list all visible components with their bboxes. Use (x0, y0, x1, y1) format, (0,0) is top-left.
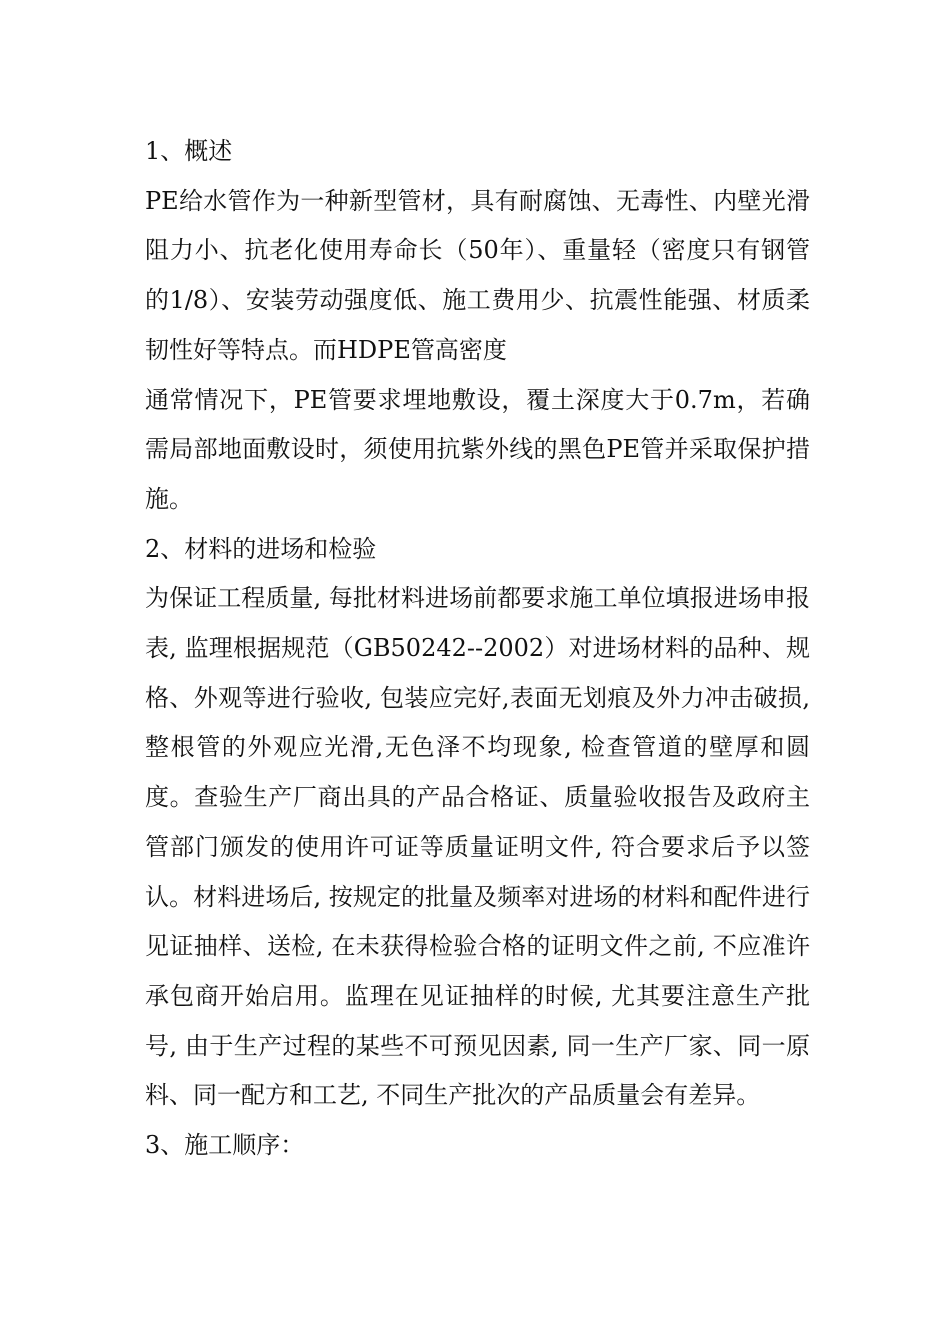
paragraph-pe-pipe-features: PE给水管作为一种新型管材，具有耐腐蚀、无毒性、内壁光滑阻力小、抗老化使用寿命长（50年）、重量轻（密度只有钢管的1/8）、安装劳动强度低、施工费用少、抗震性能强、材质柔韧性好等特点。而HDPE管高密度 (145, 186, 810, 364)
paragraph-material-inspection: 为保证工程质量, 每批材料进场前都要求施工单位填报进场申报表, 监理根据规范（GB50242--2002）对进场材料的品种、规格、外观等进行验收, 包装应完好,表面无划痕及外力冲击破损, 整根管的外观应光滑,无色泽不均现象, 检查管道的壁厚和圆度。查验生产厂商出具的产品合格证、质量验收报告及政府主管部门颁发的使用许可证等质量证明文件, 符合要求后予以签认。材料进场后, 按规定的批量及频率对进场的材料和配件进行见证抽样、送检, 在未获得检验合格的证明文件之前, 不应准许承包商开始启用。监理在见证抽样的时候, 尤其要注意生产批号, 由于生产过程的某些不可预见因素, 同一生产厂家、同一原料、同一配方和工艺, 不同生产批次的产品质量会有差异。 (145, 584, 810, 1110)
section-heading-construction-sequence: 3、施工顺序： (145, 1131, 305, 1160)
paragraph-installation-requirements: 通常情况下，PE管要求埋地敷设，覆土深度大于0.7m，若确需局部地面敷设时，须使用抗紫外线的黑色PE管并采取保护措施。 (145, 385, 810, 513)
document-body (145, 127, 810, 1171)
section-heading-material-inspection: 2、材料的进场和检验 (145, 534, 377, 563)
section-heading-overview: 1、概述 (145, 137, 233, 165)
